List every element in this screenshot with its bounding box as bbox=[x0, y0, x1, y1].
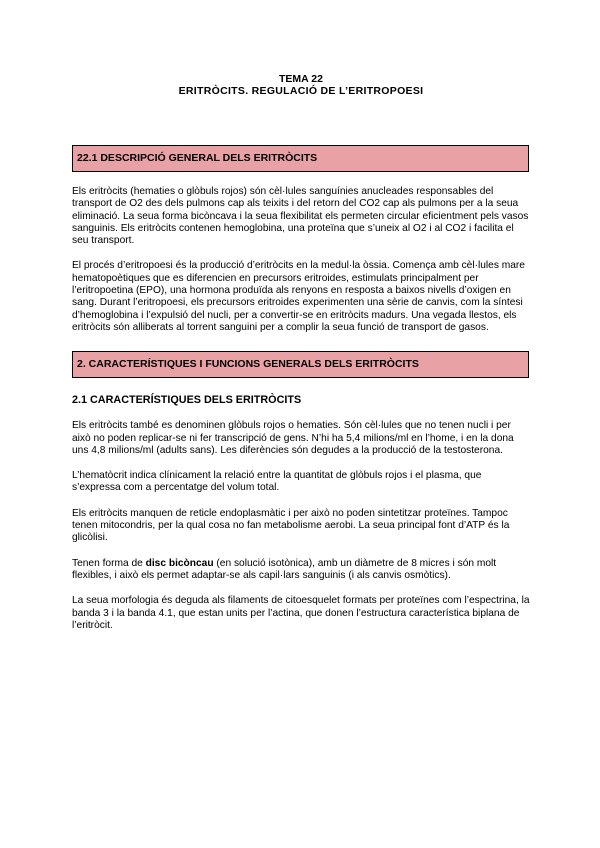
paragraph-names: Els eritròcits també es denominen glòbuls rojos o hematies. Són cèl·lules que no tenen nucli i per això no poden replicar-se ni fer transcripció de gens. N’hi ha 5,4 milions/ml en l’home, i en la dona uns 4,8 milions/ml (adults sans). Les diferències són degudes a la producció de la testosterona. bbox=[72, 420, 514, 456]
paragraph-morphology: La seua morfologia és deguda als filaments de citoesquelet formats per proteïnes com l’espectrina, la banda 3 i la banda 4.1, que estan units per l’actina, que donen l’estructura característica biplana de l’eritròcit. bbox=[72, 595, 530, 631]
document-page bbox=[72, 0, 530, 632]
paragraph-erythropoiesis: El procés d’eritropoesi és la producció d’eritròcits en la medul·la òssia. Comença amb cèl·lules mare hematopoètiques que es diferencien en precursors eritroides, estimulats principalment per l’eritropoetina (EPO), una hormona produïda als renyons en resposta a baixos nivells d’oxigen en sang. Durant l’eritropoesi, els precursors eritroides experimenten una sèrie de canvis, com la síntesi d’hemoglobina i l’expulsió del nucli, per a convertir-se en eritròcits madurs. Una vegada llestos, els eritròcits són alliberats al torrent sanguini per a complir la seua funció de transport de gasos. bbox=[72, 260, 525, 333]
shape-text-bold: disc bicòncau bbox=[145, 557, 214, 569]
shape-text-before: Tenen forma de bbox=[72, 557, 146, 569]
shape-text-after: (en solució isotònica), amb un diàmetre de 8 micres i són molt flexibles, i això els permet adaptar-se als capil·lars sanguinis (i als canvis osmòtics). bbox=[72, 557, 497, 581]
paragraph-metabolism: Els eritròcits manquen de reticle endoplasmàtic i per això no poden sintetitzar proteïnes. Tampoc tenen mitocondris, per la qual cosa no fan metabolisme aerobi. La seua principal font d’ATP és la glicòlisi. bbox=[72, 507, 510, 544]
subheading-characteristics: 2.1 CARACTERÍSTIQUES DELS ERITRÒCITS bbox=[72, 394, 302, 407]
section-heading-2: 2. CARACTERÍSTIQUES I FUNCIONS GENERALS DELS ERITRÒCITS bbox=[72, 351, 529, 378]
document-header bbox=[72, 73, 530, 97]
paragraph-hematocrit: L’hematòcrit indica clínicament la relació entre la quantitat de glòbuls rojos i el plasma, que s’expressa com a percentatge del volum total. bbox=[72, 470, 482, 494]
topic-subtitle: ERITRÒCITS. REGULACIÓ DE L’ERITROPOESI bbox=[178, 85, 424, 97]
topic-title: TEMA 22 bbox=[279, 73, 323, 85]
paragraph-shape bbox=[72, 558, 530, 583]
paragraph-description: Els eritròcits (hematies o glòbuls rojos) són cèl·lules sanguínies anucleades responsables del transport de O2 des dels pulmons cap als teixits i del retorn del CO2 cap als pulmons per a la seua eliminació. La seua forma bicòncava i la seua flexibilitat els permeten circular eficientment pels vasos sanguinis. Els eritròcits contenen hemoglobina, una proteïna que s’uneix al O2 i al CO2 i facilita el seu transport. bbox=[72, 186, 529, 247]
section-heading-1: 22.1 DESCRIPCIÓ GENERAL DELS ERITRÒCITS bbox=[72, 145, 529, 172]
